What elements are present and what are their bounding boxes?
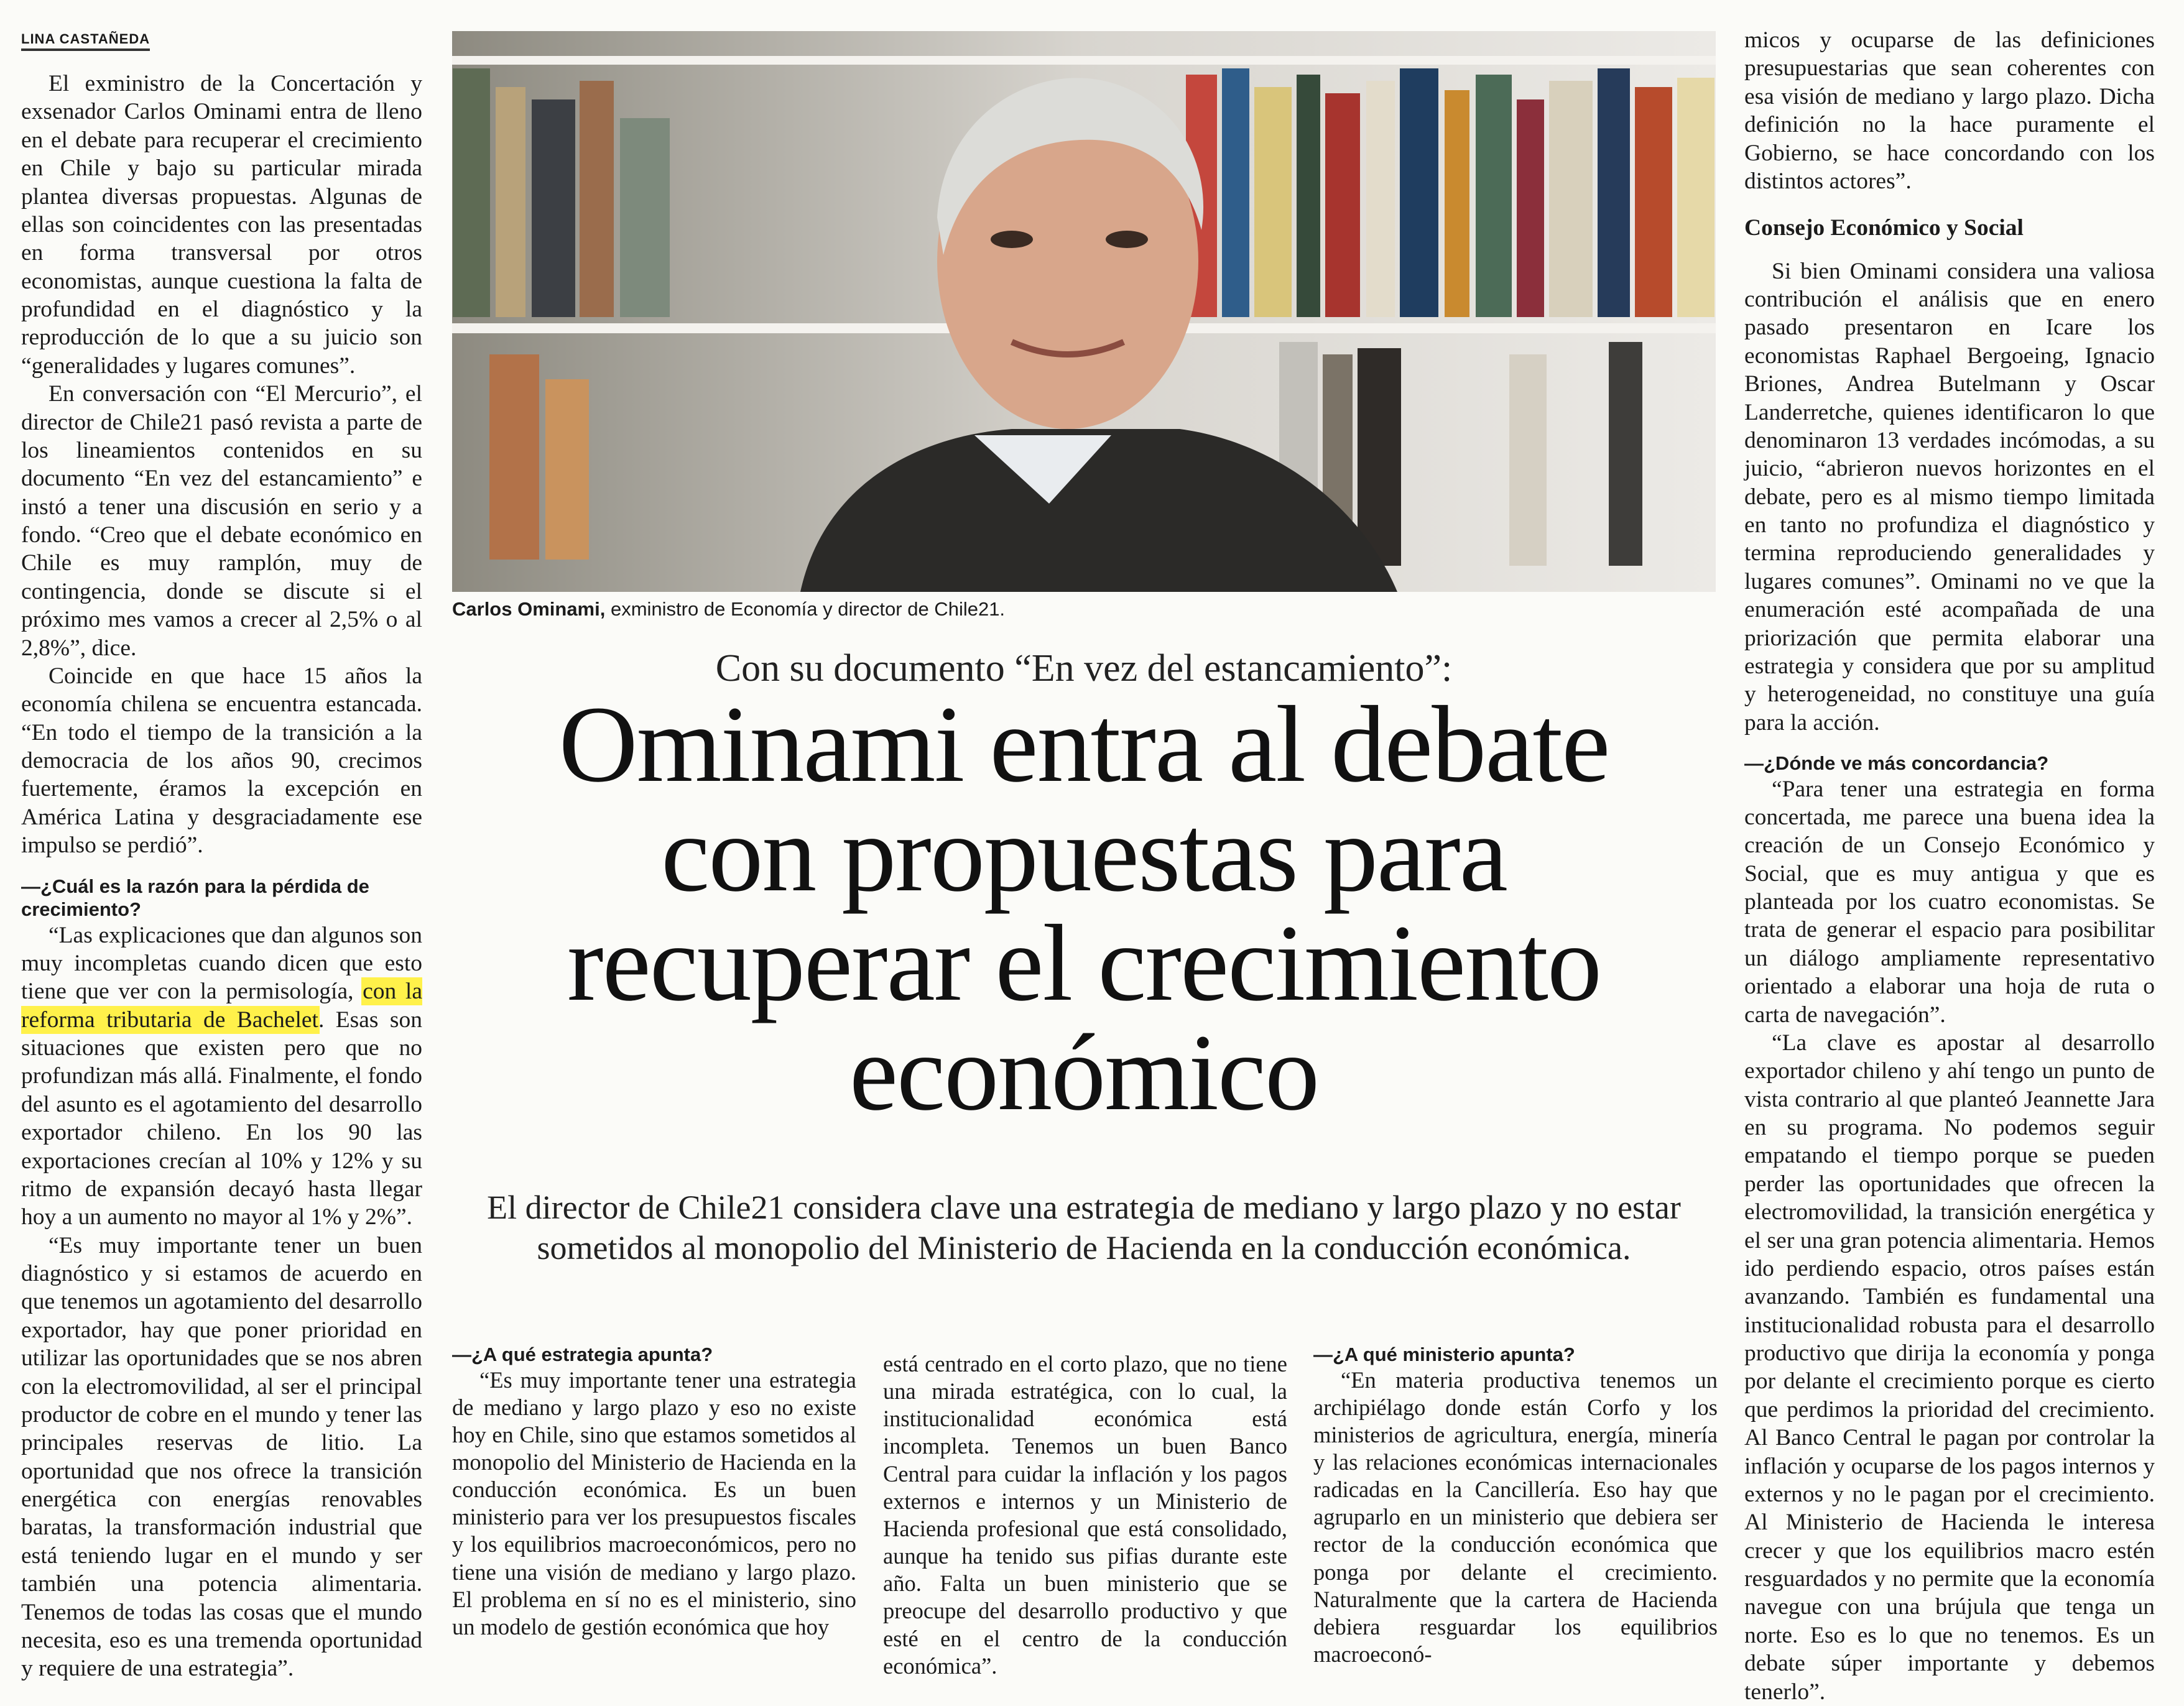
paragraph: “Para tener una estrategia en forma concertada, me parece una buena idea la creación de un Consejo Económico y Social, que es muy antigua y que es planteada por los cuatro economistas. Se trata de generar el espacio para posibilitar un diálogo ampliamente representativo orientado a elaborar una hoja de ruta o carta de navegación”.: [1744, 776, 2155, 1028]
photo-caption: [452, 598, 1716, 620]
caption-name: Carlos Ominami,: [452, 598, 606, 620]
paragraph: Coincide en que hace 15 años la economía chilena se encuentra estancada. “En todo el tiempo de la transición a la democracia de los años 90, crecimos fuertemente, éramos la excepción en América Latina y desgraciadamente ese impulso se perdió”.: [21, 663, 422, 859]
paragraph: En conversación con “El Mercurio”, el director de Chile21 pasó revista a parte de los lineamientos contenidos en su documento “En vez del estancamiento” e instó a tener una discusión en serio y a fondo. “Creo que el debate económico en Chile es muy ramplón, muy de contingencia, donde se discute si el próximo mes vamos a crecer al 2,5% o al 2,8%”, dice.: [21, 381, 422, 661]
column-3: [883, 1350, 1287, 1680]
paragraph: El exministro de la Concertación y exsenador Carlos Ominami entra de lleno en el debate para recuperar el crecimiento en Chile y bajo su particular mirada plantea diversas propuestas. Algunas de ellas son coincidentes con las presentadas en forma transversal por otros economistas, aunque cuestiona la falta de profundidad en el diagnóstico y la reproducción de lo que a su juicio son “generalidades y lugares comunes”.: [21, 71, 422, 379]
byline: LINA CASTAÑEDA: [21, 31, 150, 51]
interview-question: —¿Dónde ve más concordancia?: [1744, 752, 2049, 774]
headline: Ominami entra al debate con propuestas para recuperar el crecimiento económico: [558, 684, 1609, 1133]
paragraph: “Es muy importante tener un buen diagnóstico y si estamos de acuerdo en que tenemos un agotamiento del desarrollo exportador, hay que poner prioridad en utilizar las oportunidades que se nos abren con la electromovilidad, al ser el principal productor de cobre en el mundo y tener las principales reservas de litio. La oportunidad que nos ofrece la transición energética con energías renovables baratas, la transformación industrial que está teniendo lugar en el mundo y ser también una potencia alimentaria. Tenemos de todas las cosas que el mundo necesita, eso es una tremenda oportunidad y requiere de una estrategia”.: [21, 1232, 422, 1682]
paragraph: “La clave es apostar al desarrollo exportador chileno y ahí tengo un punto de vista contrario al que planteó Jeannette Jara en su programa. No podemos seguir empatando el tiempo porque se pueden perder las oportunidades que ofrecen la electromovilidad, la transición energética y el ser una gran potencia alimentaria. Hemos ido perdiendo espacio, otros países están avanzando. También es fundamental una institucionalidad robusta para el desarrollo productivo que dirija la economía y ponga por delante el crecimiento porque es cierto que perdimos la prioridad del crecimiento. Al Banco Central le pagan por controlar la inflación y ocuparse de los pagos internos y externos y no le pagan por el crecimiento. Al Ministerio de Hacienda le interesa crecer y que los equilibrios macro estén resguardados y no permite que la economía navegue con una brújula que tenga un norte. Eso es lo que no tenemos. Es un debate súper importante y debemos tenerlo”.: [1744, 1030, 2155, 1705]
caption-text: exministro de Economía y director de Chile21.: [605, 598, 1006, 620]
interview-question: —¿A qué estrategia apunta?: [452, 1344, 713, 1365]
deck: El director de Chile21 considera clave una estrategia de mediano y largo plazo y no estar sometidos al monopolio del Ministerio de Hacienda en la conducción económica.: [487, 1189, 1681, 1266]
column-4: [1313, 1343, 1718, 1668]
column-1: [21, 31, 422, 1683]
interview-question: —¿Cuál es la razón para la pérdida de crecimiento?: [21, 875, 369, 920]
column-5: [1744, 26, 2155, 1706]
paragraph: [21, 921, 422, 1232]
portrait-photo: [452, 31, 1716, 592]
paragraph: “En materia productiva tenemos un archipiélago donde están Corfo y los ministerios de agricultura, energía, minería y las relaciones económicas internacionales radicadas en la Cancillería. Eso hay que agruparlo en un ministerio que debiera ser rector de la conducción económica que ponga por delante el crecimiento. Naturalmente que la cartera de Hacienda debiera resguardar los equilibrios macroeconó-: [1313, 1367, 1718, 1667]
highlighted-text: con la reforma tributaria de Bachelet: [21, 979, 422, 1033]
text-run: “Las explicaciones que dan algunos son muy incompletas cuando dicen que esto tiene que ver con la permisología,: [21, 922, 422, 1005]
text-run: . Esas son situaciones que existen pero que no profundizan más allá. Finalmente, el fondo del asunto es el agotamiento del desarrollo exportador chileno. En los 90 las exportaciones crecían al 10% y 12% y su ritmo de expansión decayó hasta llegar hoy a un aumento no mayor al 1% y 2%”.: [21, 1007, 422, 1230]
paragraph: está centrado en el corto plazo, que no tiene una mirada estratégica, con lo cual, la institucionalidad económica está incompleta. Tenemos un buen Banco Central para cuidar la inflación y los pagos externos e internos y un Ministerio de Hacienda profesional que está consolidado, aunque ha tenido sus pifias durante este año. Falta un buen ministerio que se preocupe del desarrollo productivo y que esté en el centro de la conducción económica”.: [883, 1351, 1287, 1679]
interview-question: —¿A qué ministerio apunta?: [1313, 1344, 1575, 1365]
paragraph: Si bien Ominami considera una valiosa contribución el análisis que en enero pasado presentaron en Icare los economistas Raphael Bergoeing, Ignacio Briones, Andrea Butelmann y Oscar Landerretche, quienes identificaron lo que denominaron 13 verdades incómodas, a su juicio, “abrieron nuevos horizontes en el debate, pero es al mismo tiempo limitada en tanto no profundiza el diagnóstico y termina reproduciendo generalidades y lugares comunes”. Ominami no ve que la enumeración esté acompañada de una priorización que permita elaborar una estrategia y considera que por su amplitud y heterogeneidad, no constituye una guía para la acción.: [1744, 258, 2155, 735]
kicker: Con su documento “En vez del estancamiento”:: [715, 647, 1453, 689]
paragraph: micos y ocuparse de las definiciones presupuestarias que sean coherentes con esa visión de mediano y largo plazo. Dicha definición no la hace puramente el Gobierno, se hace concordando con los distintos actores”.: [1744, 27, 2155, 194]
paragraph: “Es muy importante tener una estrategia de mediano y largo plazo y eso no existe hoy en Chile, sino que estamos sometidos al monopolio del Ministerio de Hacienda en la conducción económica. Es un buen ministerio para ver los presupuestos fiscales y los equilibrios macroeconómicos, pero no tiene una visión de mediano y largo plazo. El problema en sí no es el ministerio, sino un modelo de gestión económica que hoy: [452, 1367, 856, 1639]
portrait-illustration: [452, 31, 1716, 592]
column-2: [452, 1343, 856, 1641]
section-subhead: Consejo Económico y Social: [1744, 215, 2024, 241]
